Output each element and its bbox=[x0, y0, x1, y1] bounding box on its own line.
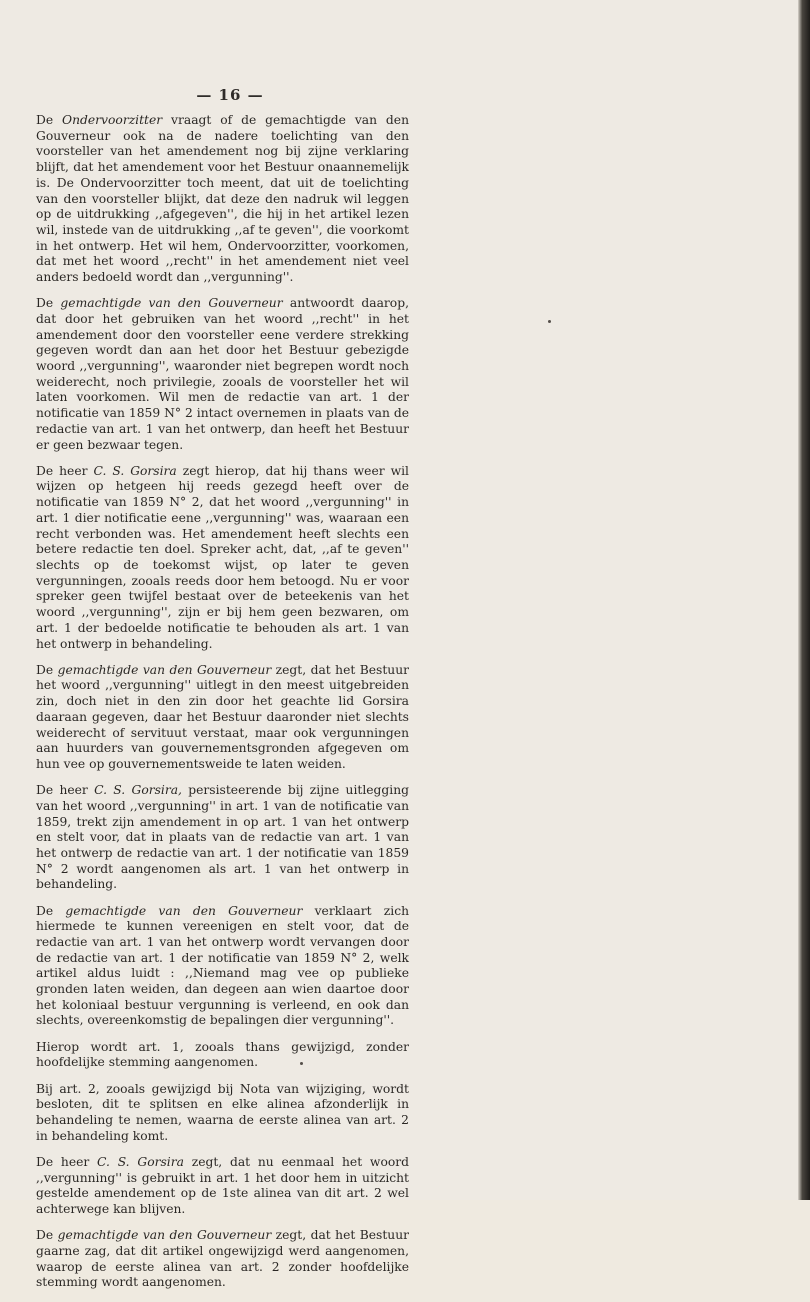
paragraph bbox=[36, 296, 409, 453]
speaker-name: gemachtigde van den Gouverneur bbox=[57, 1228, 272, 1243]
speaker-name: gemachtigde van den Gouverneur bbox=[57, 662, 272, 677]
paragraph bbox=[36, 663, 409, 773]
paragraph-text: verklaart zich hiermede te kunnen vereenigen en stelt voor, dat de redactie van art. 1 van het ontwerp wordt vervangen door de redactie van art. 1 der notificatie van 1859 N° 2, welk artikel aldus luidt : ,,Niemand mag vee op publieke gronden laten weiden, dan degeen aan wien daartoe door het koloniaal bestuur vergunning is verleend, en ook dan slechts, overeenkomstig de bepalingen dier vergunning''. bbox=[36, 903, 409, 1028]
paper-speck bbox=[548, 320, 551, 323]
paragraph-text: zegt, dat het Bestuur gaarne zag, dat dit artikel ongewijzigd werd aangenomen, waarop de eerste alinea van art. 2 zonder hoofdelijke stemming wordt aangenomen. bbox=[36, 1228, 410, 1290]
speaker-name: C. S. Gorsira bbox=[93, 463, 177, 478]
page-number: — 16 — bbox=[196, 86, 264, 104]
speaker-name: C. S. Gorsira bbox=[97, 1154, 184, 1169]
paragraph-lead: De bbox=[36, 296, 61, 311]
speaker-name: gemachtigde van den Gouverneur bbox=[60, 296, 283, 311]
paragraph bbox=[36, 1228, 409, 1291]
paragraph bbox=[36, 1082, 409, 1145]
paragraph bbox=[36, 1155, 409, 1218]
paragraph-lead: De bbox=[36, 662, 58, 677]
paragraph-lead: De bbox=[36, 1228, 58, 1243]
paragraph-lead: De heer bbox=[36, 1154, 98, 1169]
paragraph-text: antwoordt daarop, dat door het gebruiken van het woord ,,recht'' in het amendement door den voorsteller eene verdere strekking gegeven wordt dan aan het door het Bestuur gebezigde woord ,,vergunning'', waaronder niet begrepen wordt noch weiderecht, noch privilegie, zooals de voorsteller het wil laten voorkomen. Wil men de redactie van art. 1 der notificatie van 1859 N° 2 intact overnemen in plaats van de redactie van art. 1 van het ontwerp, dan heeft het Bestuur er geen bezwaar tegen. bbox=[36, 296, 409, 452]
paragraph bbox=[36, 113, 409, 286]
document-body bbox=[36, 113, 409, 1302]
paragraph-text: zegt, dat het Bestuur het woord ,,vergunning'' uitlegt in den meest uitgebreiden zin, doch niet in den zin door het geachte lid Gorsira daaraan gegeven, daar het Bestuur daaronder niet slechts weiderecht of servituut verstaat, maar ook vergunningen aan huurders van gouvernementsgronden afgegeven om hun vee op gouvernementsweide te laten weiden. bbox=[36, 662, 410, 771]
paragraph-lead: De bbox=[36, 113, 63, 127]
paragraph bbox=[36, 904, 409, 1030]
paper-speck bbox=[300, 1062, 303, 1065]
paragraph-text: zegt hierop, dat hij thans weer wil wijzen op hetgeen hij reeds gezegd heeft over de notificatie van 1859 N° 2, dat het woord ,,vergunning'' in art. 1 dier notificatie eene ,,vergunning'' was, waaraan een recht verbonden was. Het amendement heeft slechts een betere redactie ten doel. Spreker acht, dat, ,,af te geven'' slechts op de toekomst wijst, op later te geven vergunningen, zooals reeds door hem betoogd. Nu er voor spreker geen twijfel bestaat over de beteekenis van het woord ,,vergunning'', zijn er bij hem geen bezwaren, om art. 1 der bedoelde notificatie te behouden als art. 1 van het ontwerp in behandeling. bbox=[36, 463, 409, 651]
paragraph bbox=[36, 1040, 409, 1071]
paragraph-text: vraagt of de gemachtigde van den Gouverneur ook na de nadere toelichting van den voorsteller van het amendement nog bij zijne verklaring blijft, dat het amendement voor het Bestuur onaannemelijk is. De Ondervoorzitter toch meent, dat uit de toelichting van den voorsteller blijkt, dat deze den nadruk wil leggen op de uitdrukking ,,afgegeven'', die hij in het artikel lezen wil, instede van de uitdrukking ,,af te geven'', die voorkomt in het ontwerp. Het wil hem, Ondervoorzitter, voorkomen, dat met het woord ,,recht'' in het amendement niet veel anders bedoeld wordt dan ,,vergunning''. bbox=[36, 113, 410, 285]
page-binding-edge bbox=[798, 0, 810, 1200]
paragraph-text: Hierop wordt art. 1, zooals thans gewijzigd, zonder hoofdelijke stemming aangenomen. bbox=[36, 1039, 409, 1070]
paragraph-lead: De bbox=[36, 903, 66, 918]
paragraph-text: zegt, dat nu eenmaal het woord ,,vergunning'' is gebruikt in art. 1 het door hem in uitzicht gestelde amendement op de 1ste alinea van dit art. 2 wel achterwege kan blijven. bbox=[36, 1154, 409, 1216]
paragraph-text: Bij art. 2, zooals gewijzigd bij Nota van wijziging, wordt besloten, dit te splitsen en elke alinea afzonderlijk in behandeling te nemen, waarna de eerste alinea van art. 2 in behandeling komt. bbox=[36, 1081, 409, 1143]
paragraph-lead: De heer bbox=[36, 463, 94, 478]
speaker-name: gemachtigde van den Gouverneur bbox=[65, 903, 303, 918]
paragraph-text: persisteerende bij zijne uitlegging van het woord ,,vergunning'' in art. 1 van de notificatie van 1859, trekt zijn amendement in op art. 1 van het ontwerp en stelt voor, dat in plaats van de redactie van art. 1 van het ontwerp de redactie van art. 1 der notificatie van 1859 N° 2 wordt aangenomen als art. 1 van het ontwerp in behandeling. bbox=[36, 783, 410, 892]
paragraph-lead: De heer bbox=[36, 783, 95, 798]
speaker-name: C. S. Gorsira, bbox=[94, 783, 182, 798]
speaker-name: Ondervoorzitter bbox=[62, 113, 163, 127]
paragraph bbox=[36, 783, 409, 893]
paragraph bbox=[36, 464, 409, 652]
